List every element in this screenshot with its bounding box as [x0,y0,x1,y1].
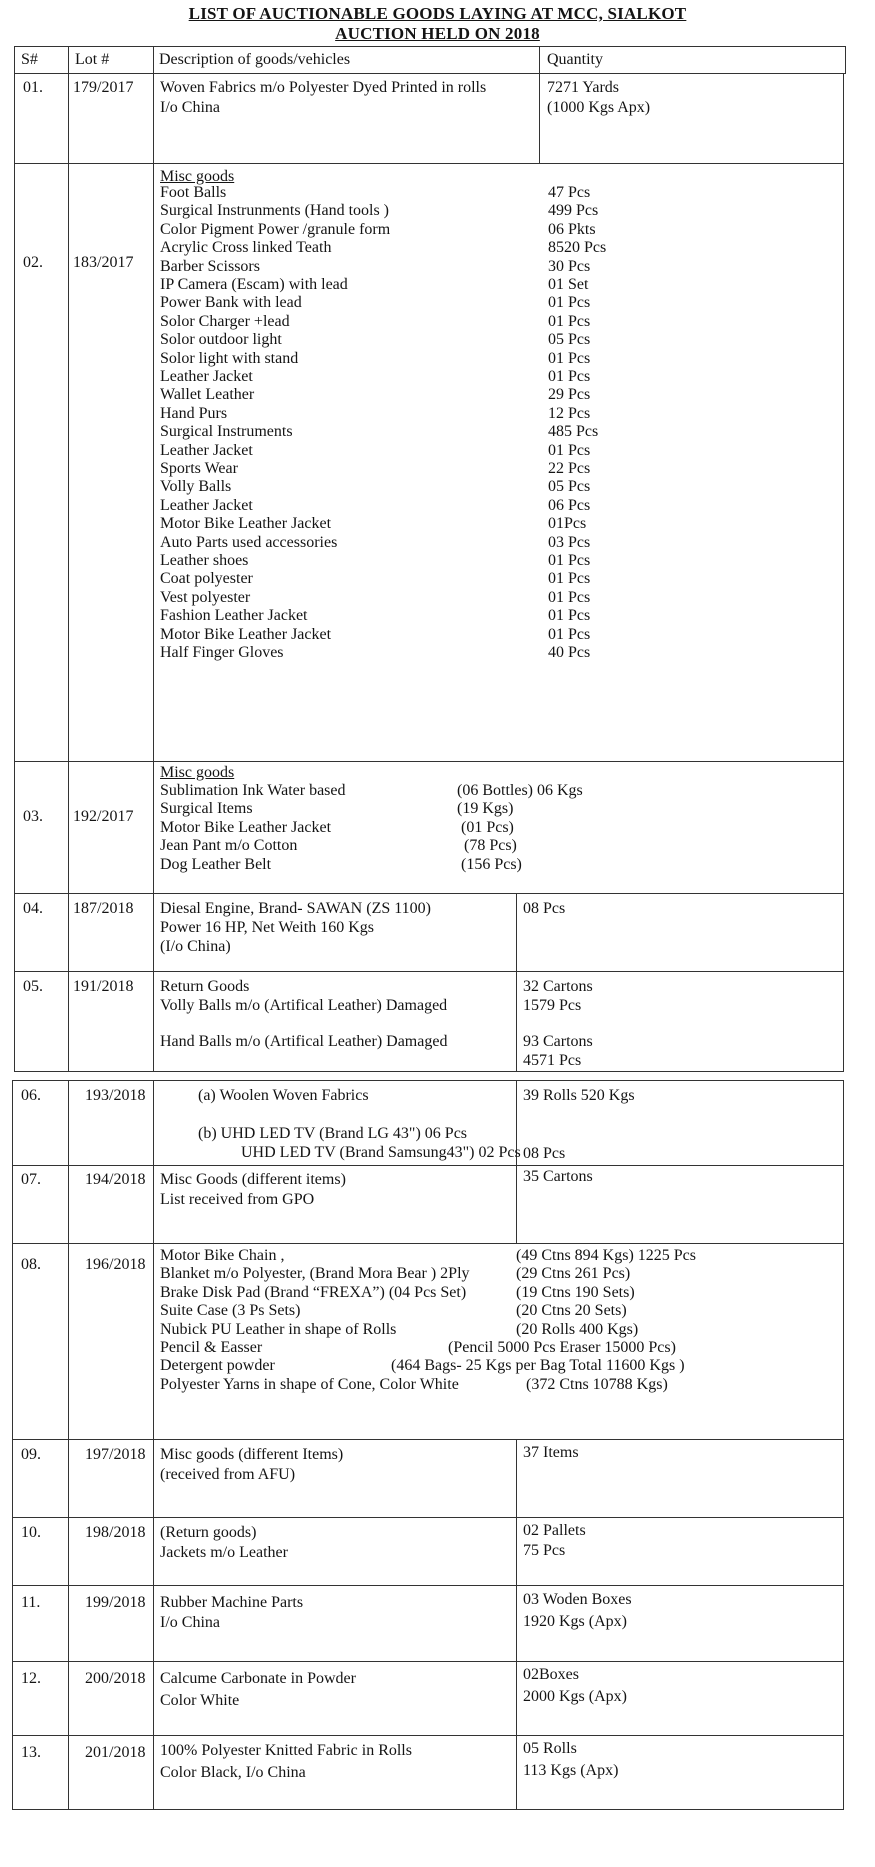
row-sno: 07. [21,1171,41,1188]
row-lot: 196/2018 [85,1256,146,1273]
row-sno: 11. [21,1594,41,1611]
document-subtitle: AUCTION HELD ON 2018 [335,24,540,43]
item-name: Fashion Leather Jacket [160,607,308,625]
row-heading: Misc goods [160,764,235,781]
item-name: Solor outdoor light [160,331,282,349]
item-name: Pencil & Easser [160,1339,263,1356]
row-desc-line: (Return goods) [160,1524,257,1541]
row-lot: 197/2018 [85,1446,146,1463]
row-desc-line: Return Goods [160,978,250,995]
item-quantity: 01 Pcs [548,552,591,569]
table-header [14,46,846,74]
table-row [12,1518,844,1586]
row-qty-line: 7271 Yards [547,79,620,96]
table-row [12,1586,844,1662]
row-qty-line: 4571 Pcs [523,1052,582,1069]
row-qty-line: 08 Pcs [523,900,566,917]
row-sno: 08. [21,1256,41,1273]
item-quantity: (19 Kgs) [457,800,514,818]
item-name: Motor Bike Chain , [160,1247,285,1264]
item-name: Solor Charger +lead [160,312,290,330]
item-quantity: 01 Pcs [548,588,591,606]
row-qty-line: 03 Woden Boxes [523,1591,632,1608]
col-qty-header: Quantity [547,51,603,68]
item-name: Sublimation Ink Water based [160,782,346,799]
item-quantity: 47 Pcs [548,184,591,201]
item-name: Polyester Yarns in shape of Cone, Color White [160,1375,459,1393]
item-name: Surgical Instrunments (Hand tools ) [160,202,390,220]
item-quantity: (464 Bags- 25 Kgs per Bag Total 11600 Kgs ) [391,1357,685,1375]
row-desc-line: (received from AFU) [160,1466,296,1483]
row-desc-line: List received from GPO [160,1191,315,1208]
item-quantity: 01 Pcs [548,294,591,312]
item-name: Surgical Instruments [160,423,293,441]
item-name: Power Bank with lead [160,294,302,312]
row-sno: 03. [23,808,43,825]
item-name: Suite Case (3 Ps Sets) [160,1302,301,1320]
table-row [12,1440,844,1518]
item-name: Half Finger Gloves [160,644,284,661]
item-quantity: 485 Pcs [548,423,599,441]
item-name: Motor Bike Leather Jacket [160,625,332,643]
row-desc-line: UHD LED TV (Brand Samsung43") 02 Pcs [241,1144,521,1161]
item-name: Coat polyester [160,570,253,588]
col-lot-header: Lot # [75,51,110,68]
item-quantity: (20 Ctns 20 Sets) [516,1302,627,1320]
item-name: Dog Leather Belt [160,855,272,873]
item-name: Brake Disk Pad (Brand “FREXA”) (04 Pcs Set) [160,1283,467,1301]
item-name: Wallet Leather [160,386,255,404]
row-desc-line: Rubber Machine Parts [160,1594,304,1611]
item-quantity: 06 Pkts [548,220,596,238]
row-desc-line: Color Black, I/o China [160,1764,306,1781]
row-lot: 194/2018 [85,1171,146,1188]
table-row [12,1736,844,1810]
row-qty-line: 02 Pallets [523,1522,586,1539]
row-desc-line: Volly Balls m/o (Artifical Leather) Damaged [160,997,448,1014]
item-quantity: 05 Pcs [548,478,591,496]
row-desc-line: Misc Goods (different items) [160,1171,346,1188]
row-qty-line: 39 Rolls 520 Kgs [523,1087,635,1104]
item-name: Foot Balls [160,184,227,201]
row-desc-line: (a) Woolen Woven Fabrics [198,1087,369,1104]
row-qty-line: 113 Kgs (Apx) [523,1762,619,1779]
item-quantity: (49 Ctns 894 Kgs) 1225 Pcs [516,1247,697,1264]
item-quantity: 05 Pcs [548,331,591,349]
document-title: LIST OF AUCTIONABLE GOODS LAYING AT MCC, SIALKOT [188,4,687,23]
item-name: Color Pigment Power /granule form [160,220,391,238]
item-quantity: (19 Ctns 190 Sets) [516,1283,635,1301]
item-quantity: 12 Pcs [548,404,591,422]
table-row [14,762,844,894]
item-quantity: 01 Pcs [548,607,591,625]
item-quantity: 03 Pcs [548,533,591,551]
table-row [14,73,844,164]
row-qty-line: 1920 Kgs (Apx) [523,1613,627,1630]
item-quantity: 01 Pcs [548,441,591,459]
row-desc-line: Diesal Engine, Brand- SAWAN (ZS 1100) [160,900,431,917]
row-lot: 183/2017 [73,254,134,271]
row-qty-line: 75 Pcs [523,1542,566,1559]
row-desc-line: Power 16 HP, Net Weith 160 Kgs [160,919,374,936]
item-quantity: 29 Pcs [548,386,591,404]
row-lot: 179/2017 [73,79,134,96]
row-desc-line: (I/o China) [160,938,231,955]
item-quantity: 01Pcs [548,515,587,533]
item-quantity: 01 Pcs [548,312,591,330]
row-sno: 05. [23,978,43,995]
item-quantity: 40 Pcs [548,644,591,661]
row-lot: 199/2018 [85,1594,146,1611]
row-desc-line: Woven Fabrics m/o Polyester Dyed Printed in rolls [160,79,487,96]
row-sno: 06. [21,1087,41,1104]
item-name: IP Camera (Escam) with lead [160,276,348,293]
table-row [14,972,844,1072]
table-row [14,164,844,762]
item-name: Acrylic Cross linked Teath [160,239,332,257]
row-desc-line: Calcume Carbonate in Powder [160,1670,356,1687]
row-qty-line: 05 Rolls [523,1740,577,1757]
table-row [12,1080,844,1166]
item-name: Leather Jacket [160,368,253,385]
row-qty-line: 35 Cartons [523,1168,593,1185]
row-qty-line: 1579 Pcs [523,997,582,1014]
table-row [12,1662,844,1736]
row-desc-line: I/o China [160,1614,220,1631]
item-quantity: 01 Pcs [548,570,591,588]
item-quantity: (06 Bottles) 06 Kgs [457,782,583,799]
row-sno: 10. [21,1524,41,1541]
row-sno: 02. [23,254,43,271]
row-desc-line: Jackets m/o Leather [160,1544,288,1561]
table-row [14,894,844,972]
item-quantity: 01 Pcs [548,349,591,367]
row-desc-line: Color White [160,1692,240,1709]
item-name: Jean Pant m/o Cotton [160,837,298,855]
item-name: Motor Bike Leather Jacket [160,515,332,533]
row-lot: 200/2018 [85,1670,146,1687]
row-lot: 191/2018 [73,978,134,995]
row-sno: 12. [21,1670,41,1687]
item-name: Leather Jacket [160,496,253,514]
row-desc-line: (b) UHD LED TV (Brand LG 43") 06 Pcs [198,1125,468,1142]
row-desc-line: Hand Balls m/o (Artifical Leather) Damaged [160,1033,448,1050]
row-desc-line: I/o China [160,99,220,116]
row-qty-line: 02Boxes [523,1666,579,1683]
item-name: Leather Jacket [160,441,253,459]
row-desc-line: Misc goods (different Items) [160,1446,344,1463]
row-qty-line: 93 Cartons [523,1033,593,1050]
row-heading: Misc goods [160,168,235,185]
item-quantity: 22 Pcs [548,460,591,477]
item-name: Leather shoes [160,552,249,569]
row-sno: 01. [23,79,43,96]
item-quantity: 01 Set [548,276,589,293]
item-quantity: 06 Pcs [548,496,591,514]
item-quantity: 01 Pcs [548,625,591,643]
row-qty-line: 2000 Kgs (Apx) [523,1688,627,1705]
item-quantity: (29 Ctns 261 Pcs) [516,1265,631,1283]
item-quantity: (01 Pcs) [461,818,514,836]
row-lot: 187/2018 [73,900,134,917]
item-name: Blanket m/o Polyester, (Brand Mora Bear ) 2Ply [160,1265,470,1283]
item-quantity: 8520 Pcs [548,239,607,257]
item-name: Detergent powder [160,1357,275,1375]
item-name: Volly Balls [160,478,232,496]
table-row [12,1244,844,1440]
row-desc-line: 100% Polyester Knitted Fabric in Rolls [160,1742,412,1759]
col-desc-header: Description of goods/vehicles [159,51,351,68]
table-row [12,1166,844,1244]
item-quantity: (156 Pcs) [461,855,522,873]
item-quantity: (20 Rolls 400 Kgs) [516,1320,639,1338]
item-name: Vest polyester [160,588,251,606]
item-quantity: (372 Ctns 10788 Kgs) [526,1375,668,1393]
item-name: Surgical Items [160,800,253,818]
row-lot: 198/2018 [85,1524,146,1541]
row-qty-line: 32 Cartons [523,978,593,995]
item-quantity: 30 Pcs [548,257,591,275]
row-sno: 04. [23,900,43,917]
row-lot: 192/2017 [73,808,134,825]
item-name: Hand Purs [160,404,228,422]
item-name: Solor light with stand [160,349,299,367]
item-name: Barber Scissors [160,257,260,275]
row-lot: 193/2018 [85,1087,146,1104]
row-sno: 13. [21,1744,41,1761]
item-name: Sports Wear [160,460,238,477]
row-qty-line: (1000 Kgs Apx) [547,99,651,116]
item-name: Nubick PU Leather in shape of Rolls [160,1320,397,1338]
row-qty-line: 37 Items [523,1444,579,1461]
row-qty-line: 08 Pcs [523,1145,566,1162]
item-quantity: (Pencil 5000 Pcs Eraser 15000 Pcs) [448,1339,676,1356]
col-sno-header: S# [21,51,38,68]
row-lot: 201/2018 [85,1744,146,1761]
item-name: Motor Bike Leather Jacket [160,818,332,836]
item-name: Auto Parts used accessories [160,533,338,551]
item-quantity: 01 Pcs [548,368,591,385]
item-quantity: 499 Pcs [548,202,599,220]
row-sno: 09. [21,1446,41,1463]
item-quantity: (78 Pcs) [464,837,517,855]
